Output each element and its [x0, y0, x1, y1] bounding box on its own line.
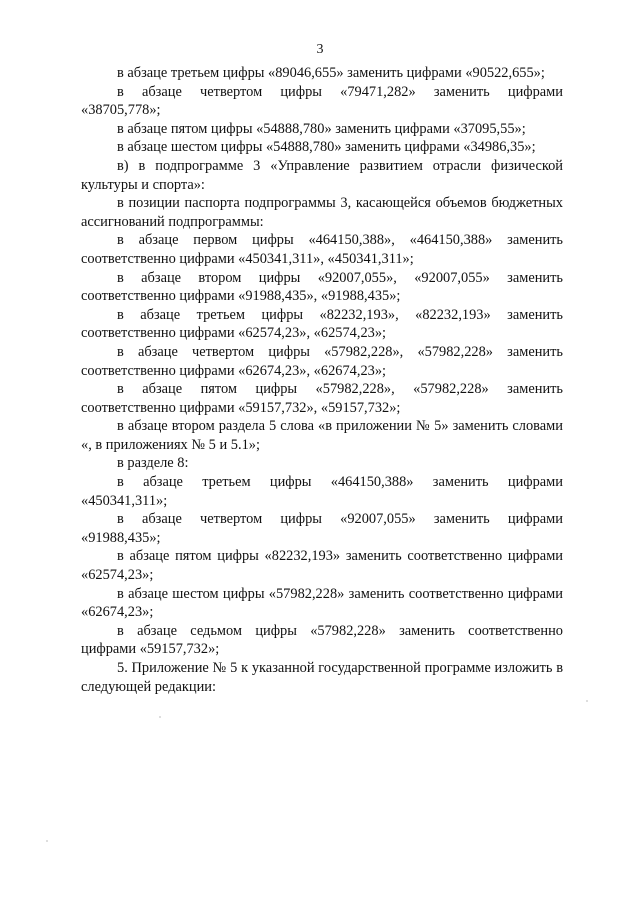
paragraph: в абзаце третьем цифры «82232,193», «82232,193» заменить соответственно цифрами «62574,23», «62574,23»;	[81, 306, 563, 342]
paragraph: в абзаце третьем цифры «464150,388» заменить цифрами «450341,311»;	[81, 474, 563, 509]
paragraph: в абзаце втором цифры «92007,055», «92007,055» заменить соответственно цифрами «91988,435», «91988,435»;	[81, 269, 563, 305]
paragraph: в абзаце пятом цифры «82232,193» заменить соответственно цифрами «62574,23»;	[81, 548, 563, 584]
scan-speck	[159, 716, 161, 718]
paragraph: в абзаце шестом цифры «54888,780» заменить цифрами «34986,35»;	[117, 139, 536, 156]
scan-speck	[46, 840, 48, 842]
paragraph: в) в подпрограмме 3 «Управление развитием отрасли физической культуры и спорта»:	[81, 157, 563, 193]
paragraph: в абзаце шестом цифры «57982,228» заменить соответственно цифрами «62674,23»;	[81, 585, 563, 621]
paragraph: 5. Приложение № 5 к указанной государственной программе изложить в следующей редакции:	[81, 660, 563, 695]
document-body	[81, 64, 563, 696]
paragraph: в абзаце втором раздела 5 слова «в приложении № 5» заменить словами «, в приложениях № 5 и 5.1»;	[81, 418, 563, 453]
paragraph: в абзаце четвертом цифры «92007,055» заменить цифрами «91988,435»;	[81, 511, 563, 546]
paragraph: в абзаце четвертом цифры «57982,228», «57982,228» заменить соответственно цифрами «62674,23», «62674,23»;	[81, 343, 563, 379]
paragraph: в абзаце седьмом цифры «57982,228» заменить соответственно цифрами «59157,732»;	[81, 622, 563, 658]
paragraph: в абзаце третьем цифры «89046,655» заменить цифрами «90522,655»;	[117, 65, 545, 81]
paragraph: в абзаце пятом цифры «54888,780» заменить цифрами «37095,55»;	[117, 120, 526, 137]
paragraph: в разделе 8:	[117, 455, 189, 472]
paragraph: в абзаце четвертом цифры «79471,282» заменить цифрами «38705,778»;	[81, 83, 563, 119]
paragraph: в абзаце пятом цифры «57982,228», «57982,228» заменить соответственно цифрами «59157,732», «59157,732»;	[81, 381, 563, 416]
paragraph: в абзаце первом цифры «464150,388», «464150,388» заменить соответственно цифрами «450341,311», «450341,311»;	[81, 232, 563, 267]
scan-speck	[586, 700, 588, 702]
page-number: 3	[316, 42, 324, 57]
paragraph: в позиции паспорта подпрограммы 3, касающейся объемов бюджетных ассигнований подпрограммы:	[81, 195, 563, 230]
